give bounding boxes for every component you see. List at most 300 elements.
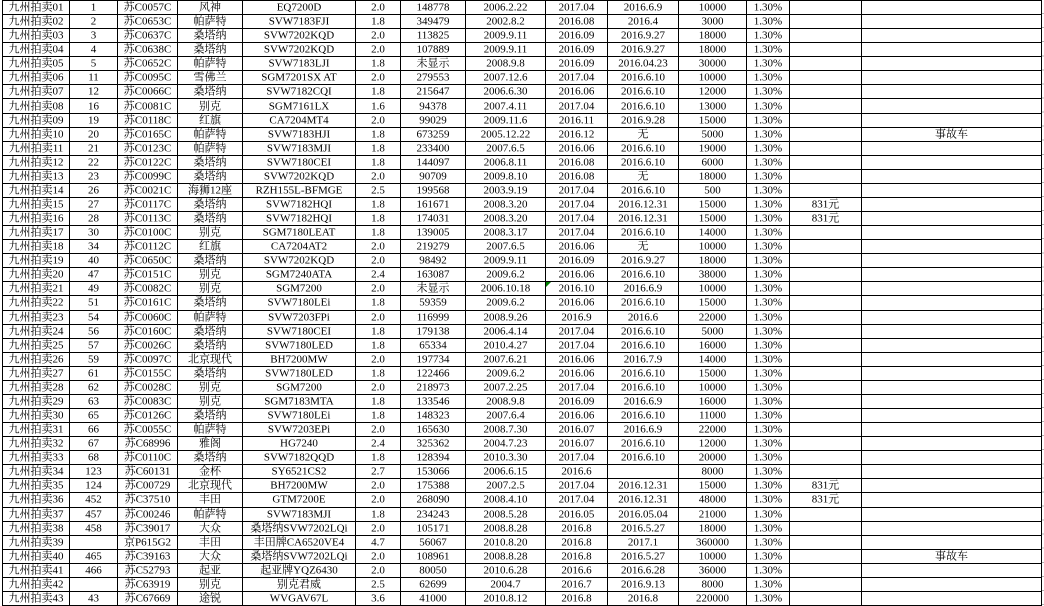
table-cell-auction-code[interactable]	[3, 268, 70, 282]
table-cell-registration-date[interactable]	[466, 592, 546, 606]
table-cell-price[interactable]	[679, 226, 747, 240]
table-cell-displacement[interactable]	[356, 395, 401, 409]
table-cell-model[interactable]	[243, 536, 356, 550]
table-cell-auction-code[interactable]	[3, 114, 70, 128]
table-cell-model[interactable]	[243, 184, 356, 198]
table-cell-date-b[interactable]	[608, 198, 679, 212]
table-cell-registration-date[interactable]	[466, 381, 546, 395]
table-cell-displacement[interactable]	[356, 325, 401, 339]
table-cell-mileage[interactable]	[401, 353, 466, 367]
table-cell-remark[interactable]	[862, 578, 1042, 592]
table-cell-model[interactable]	[243, 254, 356, 268]
table-cell-remark[interactable]	[862, 15, 1042, 29]
table-cell-license-plate[interactable]	[118, 240, 178, 254]
table-cell-lot-number[interactable]	[70, 268, 118, 282]
table-cell-mileage[interactable]	[401, 1, 466, 15]
table-cell-mileage[interactable]	[401, 114, 466, 128]
table-cell-model[interactable]	[243, 339, 356, 353]
table-cell-price[interactable]	[679, 353, 747, 367]
table-cell-model[interactable]	[243, 142, 356, 156]
table-cell-auction-code[interactable]	[3, 522, 70, 536]
table-cell-brand[interactable]	[178, 578, 243, 592]
table-cell-brand[interactable]	[178, 479, 243, 493]
table-cell-mileage[interactable]	[401, 226, 466, 240]
table-cell-lot-number[interactable]	[70, 128, 118, 142]
table-cell-date-a[interactable]	[546, 578, 608, 592]
table-cell-commission-rate[interactable]	[747, 15, 790, 29]
table-cell-date-a[interactable]	[546, 536, 608, 550]
table-cell-commission-rate[interactable]	[747, 493, 790, 507]
table-cell-price[interactable]	[679, 170, 747, 184]
table-cell-date-a[interactable]	[546, 296, 608, 310]
table-cell-lot-number[interactable]	[70, 198, 118, 212]
table-cell-auction-code[interactable]	[3, 325, 70, 339]
table-cell-lot-number[interactable]	[70, 437, 118, 451]
table-cell-mileage[interactable]	[401, 156, 466, 170]
table-cell-price[interactable]	[679, 71, 747, 85]
table-cell-registration-date[interactable]	[466, 71, 546, 85]
table-cell-date-a[interactable]	[546, 282, 608, 296]
table-cell-price[interactable]	[679, 465, 747, 479]
table-cell-auction-code[interactable]	[3, 479, 70, 493]
table-cell-date-b[interactable]	[608, 381, 679, 395]
table-cell-date-a[interactable]	[546, 71, 608, 85]
table-cell-license-plate[interactable]	[118, 85, 178, 99]
table-cell-date-a[interactable]	[546, 240, 608, 254]
table-cell-date-a[interactable]	[546, 564, 608, 578]
table-cell-auction-code[interactable]	[3, 29, 70, 43]
table-cell-brand[interactable]	[178, 451, 243, 465]
table-cell-auction-code[interactable]	[3, 99, 70, 113]
table-cell-price[interactable]	[679, 29, 747, 43]
table-cell-date-a[interactable]	[546, 353, 608, 367]
table-cell-fee[interactable]	[790, 367, 862, 381]
table-cell-commission-rate[interactable]	[747, 479, 790, 493]
table-cell-registration-date[interactable]	[466, 254, 546, 268]
table-cell-price[interactable]	[679, 508, 747, 522]
table-cell-lot-number[interactable]	[70, 296, 118, 310]
table-cell-registration-date[interactable]	[466, 353, 546, 367]
table-cell-displacement[interactable]	[356, 43, 401, 57]
table-cell-lot-number[interactable]	[70, 311, 118, 325]
table-cell-fee[interactable]	[790, 325, 862, 339]
table-cell-auction-code[interactable]	[3, 226, 70, 240]
table-cell-mileage[interactable]	[401, 268, 466, 282]
table-cell-price[interactable]	[679, 536, 747, 550]
table-cell-license-plate[interactable]	[118, 29, 178, 43]
table-cell-model[interactable]	[243, 367, 356, 381]
table-cell-remark[interactable]	[862, 465, 1042, 479]
table-cell-mileage[interactable]	[401, 57, 466, 71]
table-cell-lot-number[interactable]	[70, 367, 118, 381]
table-cell-mileage[interactable]	[401, 128, 466, 142]
table-cell-remark[interactable]	[862, 268, 1042, 282]
table-cell-price[interactable]	[679, 578, 747, 592]
table-cell-model[interactable]	[243, 268, 356, 282]
table-cell-lot-number[interactable]	[70, 282, 118, 296]
table-cell-registration-date[interactable]	[466, 282, 546, 296]
table-cell-date-b[interactable]	[608, 226, 679, 240]
table-cell-model[interactable]	[243, 212, 356, 226]
table-cell-mileage[interactable]	[401, 536, 466, 550]
table-cell-brand[interactable]	[178, 367, 243, 381]
table-cell-commission-rate[interactable]	[747, 114, 790, 128]
table-cell-auction-code[interactable]	[3, 142, 70, 156]
table-cell-brand[interactable]	[178, 493, 243, 507]
table-cell-model[interactable]	[243, 395, 356, 409]
table-cell-lot-number[interactable]	[70, 479, 118, 493]
table-cell-registration-date[interactable]	[466, 423, 546, 437]
table-cell-lot-number[interactable]	[70, 451, 118, 465]
table-cell-displacement[interactable]	[356, 409, 401, 423]
table-cell-price[interactable]	[679, 381, 747, 395]
table-cell-displacement[interactable]	[356, 353, 401, 367]
table-cell-displacement[interactable]	[356, 578, 401, 592]
table-cell-fee[interactable]	[790, 451, 862, 465]
table-cell-model[interactable]	[243, 493, 356, 507]
table-cell-license-plate[interactable]	[118, 254, 178, 268]
table-cell-displacement[interactable]	[356, 226, 401, 240]
table-cell-fee[interactable]	[790, 536, 862, 550]
table-cell-displacement[interactable]	[356, 184, 401, 198]
table-cell-date-b[interactable]	[608, 325, 679, 339]
table-cell-date-b[interactable]	[608, 29, 679, 43]
table-cell-date-b[interactable]	[608, 142, 679, 156]
table-cell-commission-rate[interactable]	[747, 339, 790, 353]
table-cell-brand[interactable]	[178, 15, 243, 29]
table-cell-model[interactable]	[243, 296, 356, 310]
table-cell-displacement[interactable]	[356, 536, 401, 550]
table-cell-commission-rate[interactable]	[747, 353, 790, 367]
table-cell-date-b[interactable]	[608, 536, 679, 550]
table-cell-commission-rate[interactable]	[747, 170, 790, 184]
table-cell-auction-code[interactable]	[3, 311, 70, 325]
table-cell-mileage[interactable]	[401, 240, 466, 254]
table-cell-date-a[interactable]	[546, 325, 608, 339]
table-cell-date-a[interactable]	[546, 522, 608, 536]
table-cell-date-a[interactable]	[546, 592, 608, 606]
table-cell-brand[interactable]	[178, 212, 243, 226]
table-cell-registration-date[interactable]	[466, 564, 546, 578]
table-cell-date-b[interactable]	[608, 71, 679, 85]
table-cell-remark[interactable]	[862, 43, 1042, 57]
table-cell-fee[interactable]	[790, 240, 862, 254]
table-cell-auction-code[interactable]	[3, 85, 70, 99]
table-cell-fee[interactable]	[790, 156, 862, 170]
table-cell-lot-number[interactable]	[70, 99, 118, 113]
table-cell-lot-number[interactable]	[70, 395, 118, 409]
table-cell-license-plate[interactable]	[118, 15, 178, 29]
table-cell-date-a[interactable]	[546, 409, 608, 423]
table-cell-lot-number[interactable]	[70, 409, 118, 423]
table-cell-model[interactable]	[243, 550, 356, 564]
table-cell-fee[interactable]	[790, 353, 862, 367]
table-cell-model[interactable]	[243, 282, 356, 296]
table-cell-price[interactable]	[679, 493, 747, 507]
table-cell-auction-code[interactable]	[3, 493, 70, 507]
table-cell-brand[interactable]	[178, 85, 243, 99]
table-cell-remark[interactable]	[862, 493, 1042, 507]
table-cell-fee[interactable]	[790, 43, 862, 57]
table-cell-date-a[interactable]	[546, 465, 608, 479]
table-cell-lot-number[interactable]	[70, 226, 118, 240]
table-cell-displacement[interactable]	[356, 99, 401, 113]
table-cell-brand[interactable]	[178, 423, 243, 437]
table-cell-commission-rate[interactable]	[747, 451, 790, 465]
table-cell-displacement[interactable]	[356, 85, 401, 99]
table-cell-remark[interactable]	[862, 353, 1042, 367]
table-cell-mileage[interactable]	[401, 423, 466, 437]
table-cell-license-plate[interactable]	[118, 367, 178, 381]
table-cell-displacement[interactable]	[356, 451, 401, 465]
table-cell-date-a[interactable]	[546, 226, 608, 240]
table-cell-remark[interactable]	[862, 170, 1042, 184]
table-cell-fee[interactable]	[790, 508, 862, 522]
table-cell-registration-date[interactable]	[466, 226, 546, 240]
table-cell-lot-number[interactable]	[70, 592, 118, 606]
table-cell-displacement[interactable]	[356, 268, 401, 282]
table-cell-remark[interactable]	[862, 184, 1042, 198]
table-cell-registration-date[interactable]	[466, 367, 546, 381]
table-cell-model[interactable]	[243, 353, 356, 367]
table-cell-remark[interactable]	[862, 240, 1042, 254]
table-cell-model[interactable]	[243, 29, 356, 43]
table-cell-remark[interactable]	[862, 29, 1042, 43]
table-cell-registration-date[interactable]	[466, 170, 546, 184]
table-cell-mileage[interactable]	[401, 522, 466, 536]
table-cell-license-plate[interactable]	[118, 395, 178, 409]
table-cell-price[interactable]	[679, 395, 747, 409]
table-cell-model[interactable]	[243, 479, 356, 493]
table-cell-date-b[interactable]	[608, 550, 679, 564]
table-cell-auction-code[interactable]	[3, 437, 70, 451]
table-cell-date-b[interactable]	[608, 395, 679, 409]
table-cell-registration-date[interactable]	[466, 578, 546, 592]
table-cell-commission-rate[interactable]	[747, 254, 790, 268]
table-cell-commission-rate[interactable]	[747, 85, 790, 99]
table-cell-remark[interactable]	[862, 479, 1042, 493]
table-cell-date-b[interactable]	[608, 465, 679, 479]
table-cell-brand[interactable]	[178, 184, 243, 198]
table-cell-fee[interactable]	[790, 184, 862, 198]
table-cell-model[interactable]	[243, 423, 356, 437]
table-cell-displacement[interactable]	[356, 29, 401, 43]
table-cell-license-plate[interactable]	[118, 508, 178, 522]
table-cell-date-a[interactable]	[546, 114, 608, 128]
table-cell-license-plate[interactable]	[118, 550, 178, 564]
table-cell-date-b[interactable]	[608, 592, 679, 606]
table-cell-fee[interactable]	[790, 437, 862, 451]
table-cell-mileage[interactable]	[401, 395, 466, 409]
table-cell-registration-date[interactable]	[466, 156, 546, 170]
table-cell-brand[interactable]	[178, 522, 243, 536]
table-cell-price[interactable]	[679, 198, 747, 212]
table-cell-date-b[interactable]	[608, 339, 679, 353]
table-cell-license-plate[interactable]	[118, 268, 178, 282]
table-cell-price[interactable]	[679, 15, 747, 29]
table-cell-remark[interactable]	[862, 57, 1042, 71]
table-cell-registration-date[interactable]	[466, 15, 546, 29]
table-cell-price[interactable]	[679, 212, 747, 226]
table-cell-commission-rate[interactable]	[747, 325, 790, 339]
table-cell-mileage[interactable]	[401, 339, 466, 353]
table-cell-brand[interactable]	[178, 29, 243, 43]
table-cell-displacement[interactable]	[356, 282, 401, 296]
table-cell-fee[interactable]	[790, 1, 862, 15]
table-cell-registration-date[interactable]	[466, 437, 546, 451]
table-cell-brand[interactable]	[178, 240, 243, 254]
table-cell-fee[interactable]	[790, 15, 862, 29]
table-cell-remark[interactable]	[862, 508, 1042, 522]
table-cell-displacement[interactable]	[356, 493, 401, 507]
table-cell-remark[interactable]	[862, 367, 1042, 381]
table-cell-date-b[interactable]	[608, 578, 679, 592]
table-cell-license-plate[interactable]	[118, 339, 178, 353]
table-cell-license-plate[interactable]	[118, 465, 178, 479]
table-cell-model[interactable]	[243, 311, 356, 325]
table-cell-mileage[interactable]	[401, 493, 466, 507]
table-cell-brand[interactable]	[178, 1, 243, 15]
table-cell-displacement[interactable]	[356, 254, 401, 268]
table-cell-mileage[interactable]	[401, 479, 466, 493]
table-cell-brand[interactable]	[178, 325, 243, 339]
table-cell-date-b[interactable]	[608, 128, 679, 142]
table-cell-mileage[interactable]	[401, 409, 466, 423]
table-cell-remark[interactable]	[862, 564, 1042, 578]
table-cell-price[interactable]	[679, 296, 747, 310]
table-cell-license-plate[interactable]	[118, 57, 178, 71]
table-cell-fee[interactable]	[790, 311, 862, 325]
table-cell-fee[interactable]	[790, 268, 862, 282]
table-cell-lot-number[interactable]	[70, 564, 118, 578]
table-cell-mileage[interactable]	[401, 85, 466, 99]
table-cell-registration-date[interactable]	[466, 479, 546, 493]
table-cell-mileage[interactable]	[401, 311, 466, 325]
table-cell-lot-number[interactable]	[70, 578, 118, 592]
table-cell-registration-date[interactable]	[466, 339, 546, 353]
table-cell-model[interactable]	[243, 508, 356, 522]
table-cell-lot-number[interactable]	[70, 550, 118, 564]
table-cell-commission-rate[interactable]	[747, 156, 790, 170]
table-cell-lot-number[interactable]	[70, 339, 118, 353]
table-cell-model[interactable]	[243, 170, 356, 184]
table-cell-lot-number[interactable]	[70, 536, 118, 550]
table-cell-brand[interactable]	[178, 536, 243, 550]
table-cell-displacement[interactable]	[356, 198, 401, 212]
table-cell-displacement[interactable]	[356, 367, 401, 381]
table-cell-registration-date[interactable]	[466, 29, 546, 43]
table-cell-mileage[interactable]	[401, 296, 466, 310]
table-cell-lot-number[interactable]	[70, 85, 118, 99]
table-cell-commission-rate[interactable]	[747, 99, 790, 113]
table-cell-displacement[interactable]	[356, 57, 401, 71]
table-cell-model[interactable]	[243, 114, 356, 128]
table-cell-displacement[interactable]	[356, 339, 401, 353]
table-cell-mileage[interactable]	[401, 15, 466, 29]
table-cell-displacement[interactable]	[356, 522, 401, 536]
table-cell-license-plate[interactable]	[118, 128, 178, 142]
table-cell-registration-date[interactable]	[466, 493, 546, 507]
table-cell-date-a[interactable]	[546, 212, 608, 226]
table-cell-mileage[interactable]	[401, 71, 466, 85]
table-cell-commission-rate[interactable]	[747, 522, 790, 536]
table-cell-price[interactable]	[679, 437, 747, 451]
table-cell-registration-date[interactable]	[466, 212, 546, 226]
table-cell-license-plate[interactable]	[118, 156, 178, 170]
table-cell-license-plate[interactable]	[118, 564, 178, 578]
table-cell-lot-number[interactable]	[70, 15, 118, 29]
table-cell-mileage[interactable]	[401, 381, 466, 395]
table-cell-fee[interactable]	[790, 409, 862, 423]
table-cell-price[interactable]	[679, 311, 747, 325]
table-cell-date-a[interactable]	[546, 437, 608, 451]
table-cell-price[interactable]	[679, 367, 747, 381]
table-cell-model[interactable]	[243, 451, 356, 465]
table-cell-lot-number[interactable]	[70, 1, 118, 15]
table-cell-date-b[interactable]	[608, 296, 679, 310]
table-cell-price[interactable]	[679, 1, 747, 15]
table-cell-registration-date[interactable]	[466, 268, 546, 282]
table-cell-license-plate[interactable]	[118, 114, 178, 128]
table-cell-remark[interactable]	[862, 339, 1042, 353]
table-cell-fee[interactable]	[790, 592, 862, 606]
table-cell-brand[interactable]	[178, 43, 243, 57]
table-cell-date-b[interactable]	[608, 282, 679, 296]
table-cell-date-b[interactable]	[608, 114, 679, 128]
table-cell-registration-date[interactable]	[466, 409, 546, 423]
table-cell-remark[interactable]	[862, 550, 1042, 564]
table-cell-commission-rate[interactable]	[747, 240, 790, 254]
table-cell-brand[interactable]	[178, 296, 243, 310]
table-cell-brand[interactable]	[178, 114, 243, 128]
table-cell-auction-code[interactable]	[3, 339, 70, 353]
table-cell-displacement[interactable]	[356, 156, 401, 170]
table-cell-registration-date[interactable]	[466, 240, 546, 254]
table-cell-commission-rate[interactable]	[747, 578, 790, 592]
table-cell-registration-date[interactable]	[466, 43, 546, 57]
table-cell-date-b[interactable]	[608, 479, 679, 493]
table-cell-fee[interactable]	[790, 423, 862, 437]
table-cell-mileage[interactable]	[401, 99, 466, 113]
table-cell-date-b[interactable]	[608, 240, 679, 254]
table-cell-remark[interactable]	[862, 325, 1042, 339]
table-cell-displacement[interactable]	[356, 114, 401, 128]
table-cell-brand[interactable]	[178, 156, 243, 170]
table-cell-displacement[interactable]	[356, 311, 401, 325]
table-cell-date-a[interactable]	[546, 254, 608, 268]
table-cell-mileage[interactable]	[401, 184, 466, 198]
table-cell-remark[interactable]	[862, 99, 1042, 113]
table-cell-brand[interactable]	[178, 592, 243, 606]
table-cell-date-a[interactable]	[546, 128, 608, 142]
table-cell-displacement[interactable]	[356, 1, 401, 15]
table-cell-fee[interactable]	[790, 142, 862, 156]
table-cell-registration-date[interactable]	[466, 508, 546, 522]
table-cell-remark[interactable]	[862, 226, 1042, 240]
table-cell-model[interactable]	[243, 240, 356, 254]
table-cell-mileage[interactable]	[401, 212, 466, 226]
table-cell-mileage[interactable]	[401, 451, 466, 465]
table-cell-auction-code[interactable]	[3, 536, 70, 550]
table-cell-auction-code[interactable]	[3, 43, 70, 57]
table-cell-displacement[interactable]	[356, 170, 401, 184]
table-cell-auction-code[interactable]	[3, 128, 70, 142]
table-cell-remark[interactable]	[862, 536, 1042, 550]
table-cell-commission-rate[interactable]	[747, 465, 790, 479]
table-cell-model[interactable]	[243, 43, 356, 57]
table-cell-commission-rate[interactable]	[747, 226, 790, 240]
table-cell-license-plate[interactable]	[118, 479, 178, 493]
